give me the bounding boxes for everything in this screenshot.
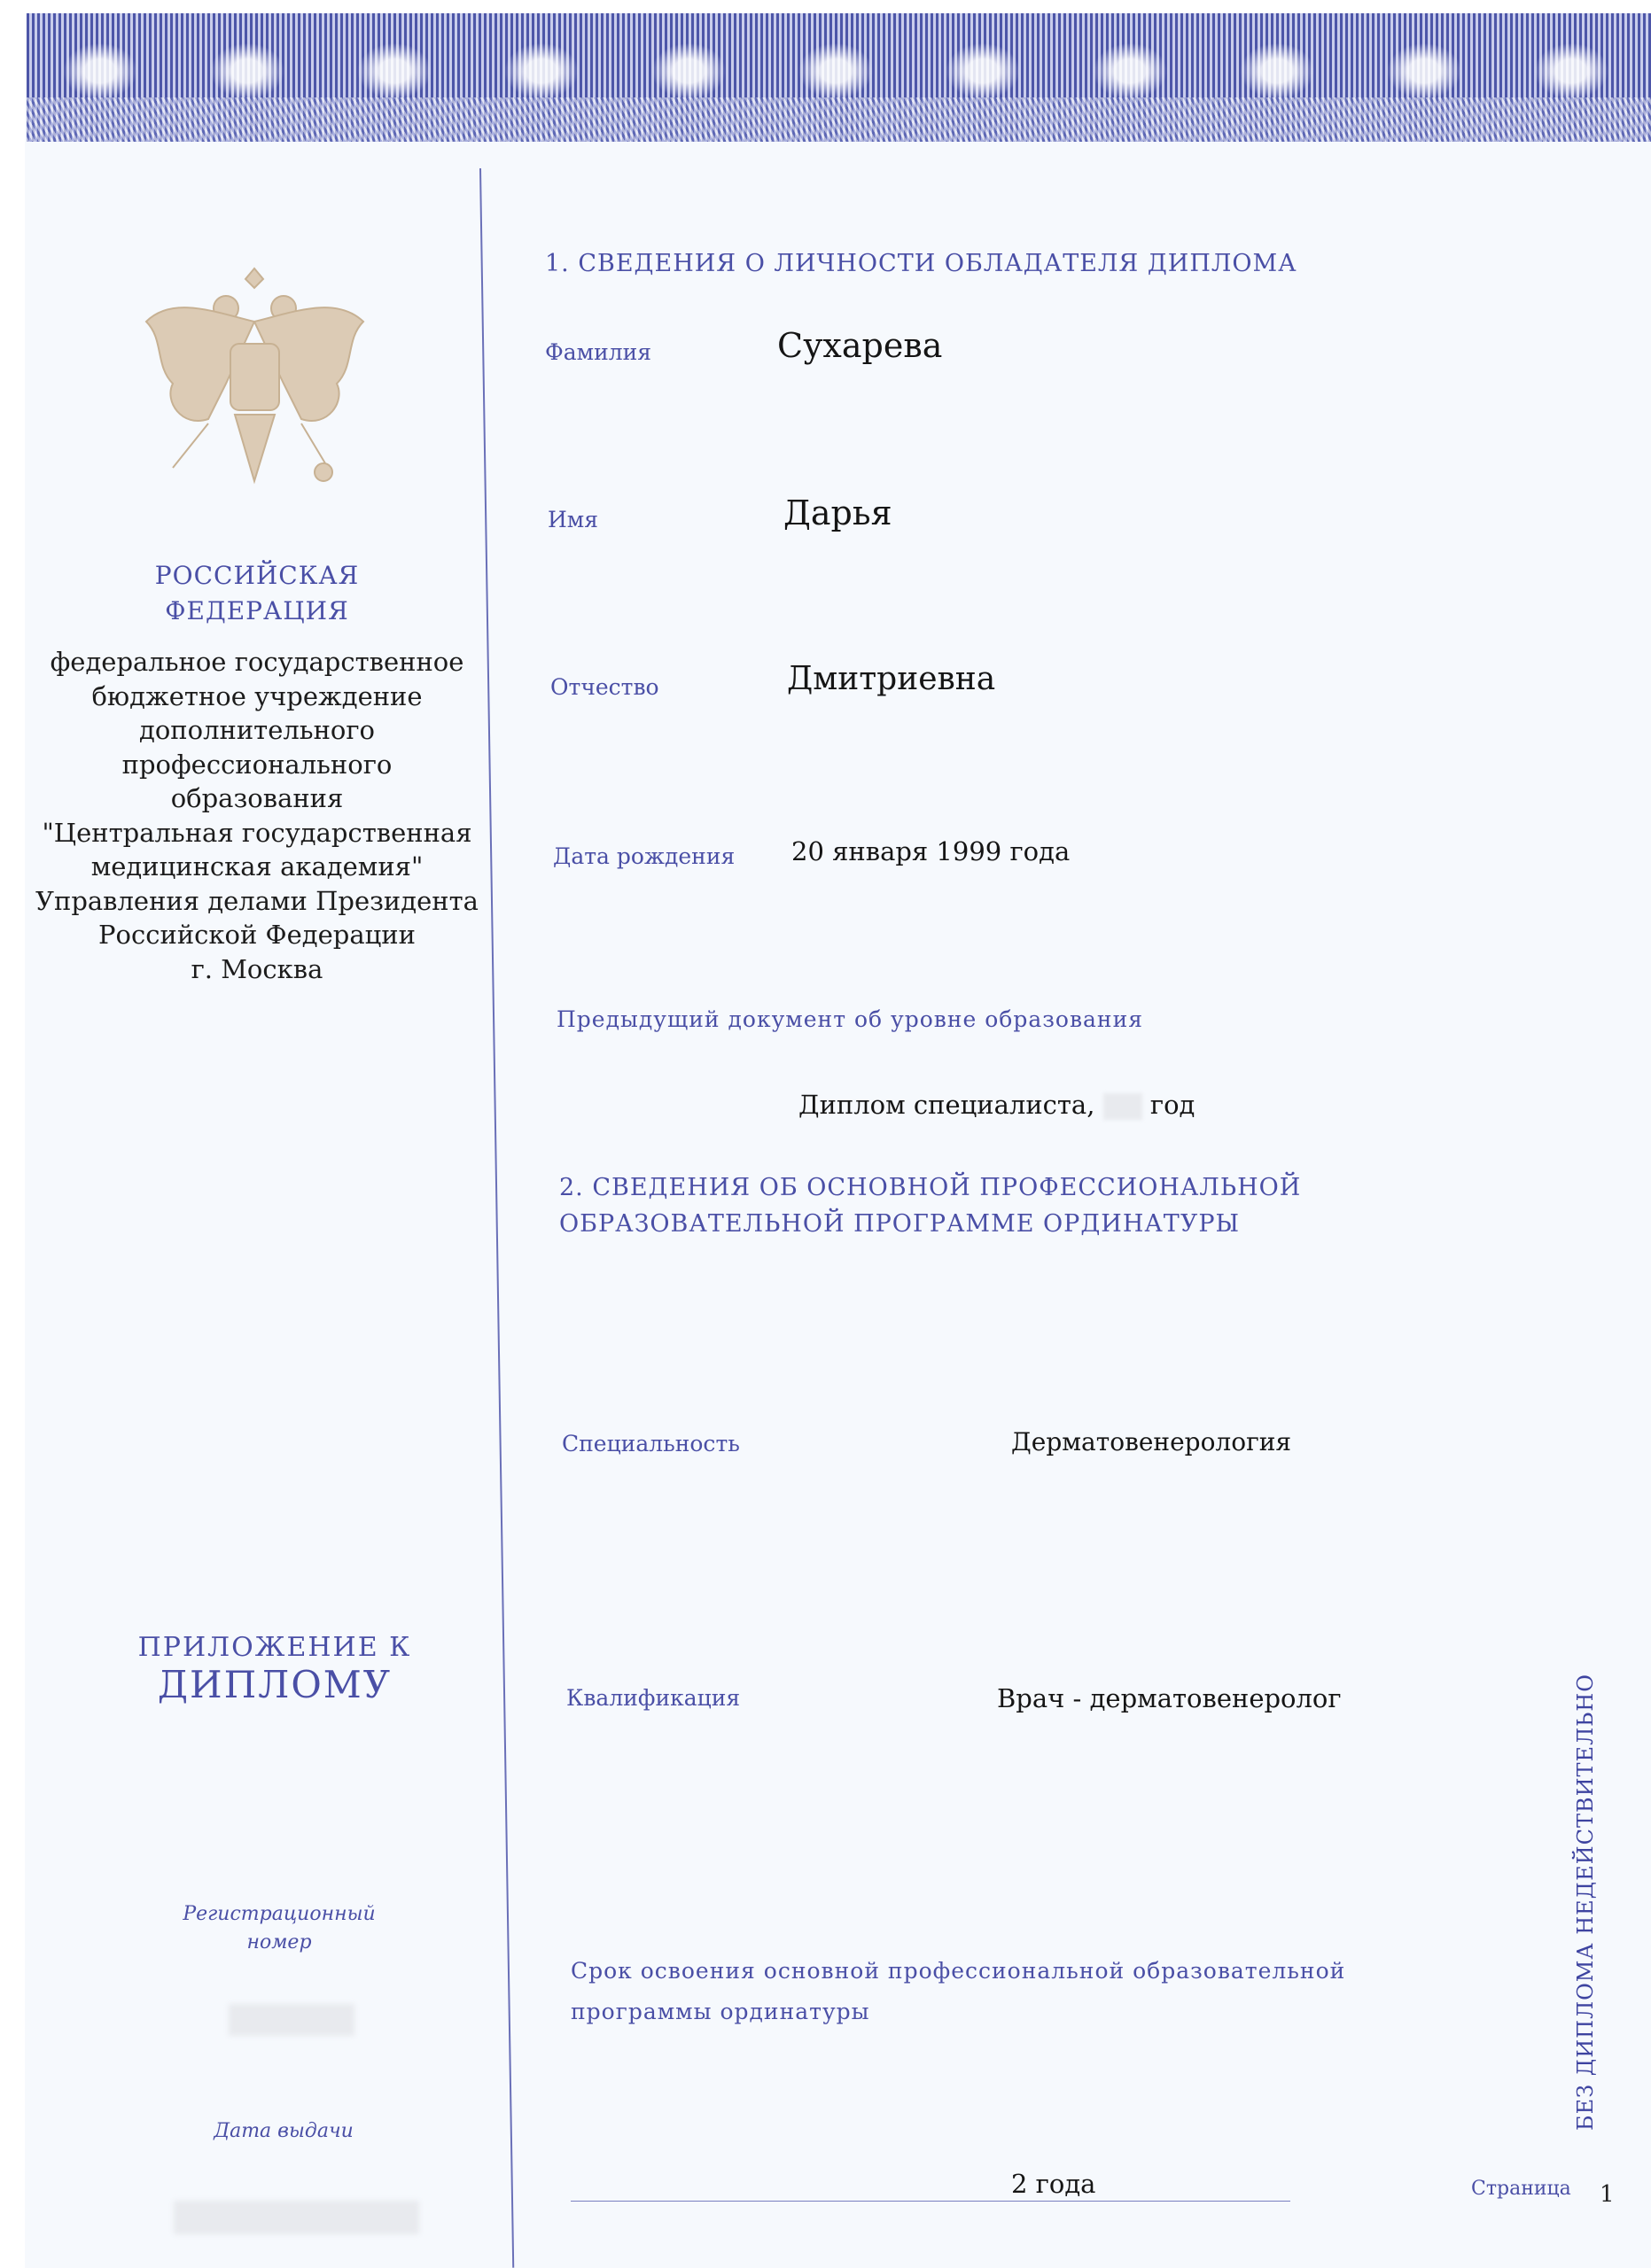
qualification-value: Врач - дерматовенеролог <box>997 1683 1342 1713</box>
section-1-heading: 1. СВЕДЕНИЯ О ЛИЧНОСТИ ОБЛАДАТЕЛЯ ДИПЛОМА <box>545 250 1297 277</box>
duration-label <box>571 1951 1345 2032</box>
previous-document-value <box>798 1090 1195 1120</box>
security-pattern-fringe <box>27 97 1651 142</box>
org-line: Управления делами Президента <box>35 885 479 916</box>
org-line: бюджетное учреждение <box>91 680 423 711</box>
org-line: "Центральная государственная <box>42 817 472 848</box>
document-title <box>53 1632 496 1706</box>
patronymic-value: Дмитриевна <box>787 661 996 697</box>
previous-document-type: Диплом специалиста, <box>798 1090 1095 1120</box>
previous-document-year-redacted <box>1103 1093 1142 1120</box>
organization-name <box>35 645 479 986</box>
qualification-label: Квалификация <box>566 1685 741 1711</box>
org-line: г. Москва <box>191 953 323 984</box>
validity-note: БЕЗ ДИПЛОМА НЕДЕЙСТВИТЕЛЬНО <box>1573 1674 1598 2131</box>
label-line: Срок освоения основной профессиональной образовательной <box>571 1958 1346 1984</box>
label-line: Регистрационный <box>183 1903 376 1925</box>
previous-document-label: Предыдущий документ об уровне образования <box>557 1006 1144 1032</box>
country-name <box>35 558 479 629</box>
issue-date-redacted <box>174 2201 419 2234</box>
heading-line: ОБРАЗОВАТЕЛЬНОЙ ПРОГРАММЕ ОРДИНАТУРЫ <box>559 1210 1241 1238</box>
issue-date-label: Дата выдачи <box>214 2120 354 2142</box>
heading-line: 2. СВЕДЕНИЯ ОБ ОСНОВНОЙ ПРОФЕССИОНАЛЬНОЙ <box>559 1174 1302 1201</box>
specialty-value: Дерматовенерология <box>1011 1427 1292 1456</box>
org-line: профессионального образования <box>121 749 393 813</box>
birth-date-label: Дата рождения <box>553 843 736 869</box>
label-line: программы ординатуры <box>571 1999 870 2024</box>
previous-document-year-suffix: год <box>1149 1090 1195 1120</box>
title-line: ДИПЛОМУ <box>157 1663 393 1706</box>
label-line: номер <box>246 1931 312 1953</box>
surname-label: Фамилия <box>545 339 652 365</box>
registration-number-redacted <box>229 2004 354 2036</box>
duration-value: 2 года <box>1011 2169 1096 2199</box>
org-line: медицинская академия" <box>90 851 424 882</box>
title-line: ПРИЛОЖЕНИЕ К <box>137 1632 412 1663</box>
page-number: 1 <box>1600 2181 1615 2208</box>
section-2-heading <box>559 1169 1301 1242</box>
birth-date-value: 20 января 1999 года <box>791 836 1071 866</box>
duration-underline <box>571 2201 1290 2202</box>
name-value: Дарья <box>783 493 892 532</box>
org-line: Российской Федерации <box>98 920 416 950</box>
country-line: РОССИЙСКАЯ <box>154 561 360 590</box>
name-label: Имя <box>548 507 599 532</box>
org-line: федеральное государственное <box>50 647 464 677</box>
registration-number-label <box>58 1900 501 1957</box>
org-line: дополнительного <box>138 715 376 745</box>
country-line: ФЕДЕРАЦИЯ <box>165 596 349 625</box>
coat-of-arms-emblem <box>137 260 372 508</box>
specialty-label: Специальность <box>562 1431 740 1456</box>
surname-value: Сухарева <box>777 326 943 365</box>
page-label: Страница <box>1471 2178 1571 2200</box>
patronymic-label: Отчество <box>550 674 659 700</box>
